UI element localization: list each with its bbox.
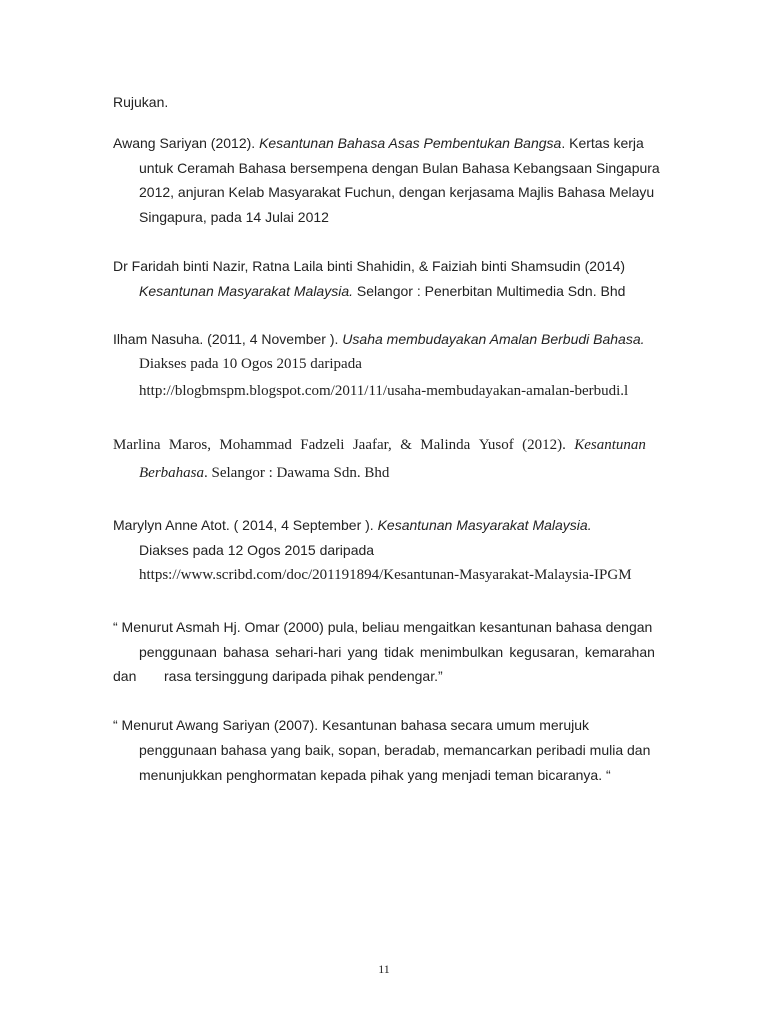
- quote-line: “ Menurut Awang Sariyan (2007). Kesantunan bahasa secara umum merujuk: [113, 717, 590, 733]
- page-number: 11: [378, 962, 390, 976]
- reference-line: Singapura, pada 14 Julai 2012: [139, 209, 329, 225]
- reference-url: https://www.scribd.com/doc/201191894/Kesantunan-Masyarakat-Malaysia-IPGM: [139, 567, 632, 583]
- quote-word: yang: [347, 644, 378, 660]
- reference-url: http://blogbmspm.blogspot.com/2011/11/usaha-membudayakan-amalan-berbudi.l: [139, 383, 629, 399]
- reference-word: Fadzeli: [300, 437, 345, 453]
- reference-line: [113, 330, 645, 348]
- quote-line: “ Menurut Asmah Hj. Omar (2000) pula, beliau mengaitkan kesantunan bahasa dengan: [113, 619, 653, 635]
- reference-line: [113, 516, 592, 534]
- quote-line: menunjukkan penghormatan kepada pihak yang menjadi teman bicaranya. “: [139, 767, 611, 783]
- quote-word: menimbulkan: [419, 644, 504, 660]
- reference-line: [139, 464, 389, 482]
- reference-word: Jaafar,: [352, 437, 392, 453]
- quote-word: kegusaran,: [509, 644, 579, 660]
- quote-line: rasa tersinggung daripada pihak pendengar.”: [164, 668, 443, 684]
- reference-word: &: [400, 437, 412, 453]
- reference-line: untuk Ceramah Bahasa bersempena dengan Bulan Bahasa Kebangsaan Singapura: [139, 160, 660, 176]
- reference-author: Awang Sariyan (2012).: [113, 135, 256, 151]
- reference-line: [139, 282, 625, 300]
- quote-line: penggunaan bahasa yang baik, sopan, beradab, memancarkan peribadi mulia dan: [139, 742, 651, 758]
- reference-word: (2012).: [522, 437, 566, 453]
- reference-title: Kesantunan Bahasa Asas Pembentukan Bangsa: [259, 135, 562, 151]
- reference-word: Malinda: [420, 437, 471, 453]
- reference-word: Yusof: [478, 437, 514, 453]
- reference-word: Mohammad: [219, 437, 292, 453]
- reference-text: . Selangor : Dawama Sdn. Bhd: [204, 465, 390, 481]
- reference-word: Maros,: [168, 437, 211, 453]
- quote-line: dan: [113, 668, 137, 684]
- reference-text: Selangor : Penerbitan Multimedia Sdn. Bhd: [353, 283, 626, 299]
- reference-line: [113, 134, 644, 152]
- reference-title: Usaha membudayakan Amalan Berbudi Bahasa.: [342, 331, 645, 347]
- reference-text: . Kertas kerja: [561, 135, 644, 151]
- reference-line: Dr Faridah binti Nazir, Ratna Laila binti Shahidin, & Faiziah binti Shamsudin (2014): [113, 258, 626, 274]
- reference-word: Marlina: [113, 437, 161, 453]
- quote-word: sehari-hari: [275, 644, 342, 660]
- reference-title: Kesantunan Masyarakat Malaysia.: [377, 517, 592, 533]
- reference-author: Marylyn Anne Atot. ( 2014, 4 September ).: [113, 517, 378, 533]
- reference-line: 2012, anjuran Kelab Masyarakat Fuchun, dengan kerjasama Majlis Bahasa Melayu: [139, 184, 655, 200]
- references-heading: Rujukan.: [113, 94, 169, 110]
- reference-author: Ilham Nasuha. (2011, 4 November ).: [113, 331, 343, 347]
- quote-word: bahasa: [223, 644, 270, 660]
- reference-line: Diakses pada 12 Ogos 2015 daripada: [139, 542, 375, 558]
- reference-line: Diakses pada 10 Ogos 2015 daripada: [139, 356, 362, 372]
- quote-word: kemarahan: [584, 644, 655, 660]
- quote-word: penggunaan: [139, 644, 217, 660]
- quote-line: [139, 643, 655, 661]
- reference-title: Kesantunan: [574, 437, 646, 453]
- reference-line: [113, 436, 646, 454]
- reference-title: Berbahasa: [139, 465, 204, 481]
- quote-word: tidak: [384, 644, 414, 660]
- reference-title: Kesantunan Masyarakat Malaysia.: [139, 283, 353, 299]
